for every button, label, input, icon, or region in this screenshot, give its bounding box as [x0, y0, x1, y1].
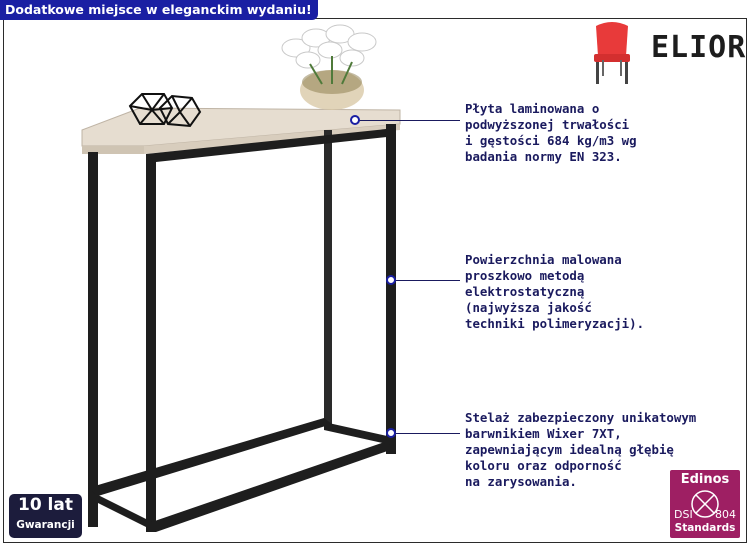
warranty-badge — [9, 494, 82, 538]
feature-powder-coating: Powierzchnia malowana proszkowo metodą elektrostatyczną (najwyższa jakość techniki polimeryzacji). — [465, 252, 645, 331]
feature-frame-protection: Stelaż zabezpieczony unikatowym barwnikiem Wixer 7XT, zapewniającym idealną głębię koloru oraz odporność na zarysowania. — [465, 410, 697, 489]
brand-logo — [582, 20, 747, 90]
console-table-icon — [60, 20, 420, 540]
callout-dot-3 — [386, 428, 396, 438]
edinos-name: Edinos — [680, 472, 730, 487]
brand-name: ELIOR — [651, 30, 747, 65]
warranty-years: 10 lat — [17, 495, 73, 515]
edinos-number: 804 — [715, 508, 736, 521]
feature-laminate: Płyta laminowana o podwyższonej trwałości i gęstości 684 kg/m3 wg badania normy EN 323. — [465, 101, 637, 164]
header-title: Dodatkowe miejsce w eleganckim wydaniu! — [0, 0, 318, 20]
edinos-dsi: DSI — [674, 508, 693, 521]
callout-leader-2 — [396, 280, 460, 281]
callout-leader-1 — [359, 120, 460, 121]
callout-dot-2 — [386, 275, 396, 285]
callout-dot-1 — [350, 115, 360, 125]
callout-leader-3 — [396, 433, 460, 434]
edinos-standards: Standards — [674, 522, 736, 534]
chair-icon — [582, 20, 642, 90]
warranty-label: Gwarancji — [16, 519, 75, 531]
edinos-badge — [670, 470, 740, 538]
